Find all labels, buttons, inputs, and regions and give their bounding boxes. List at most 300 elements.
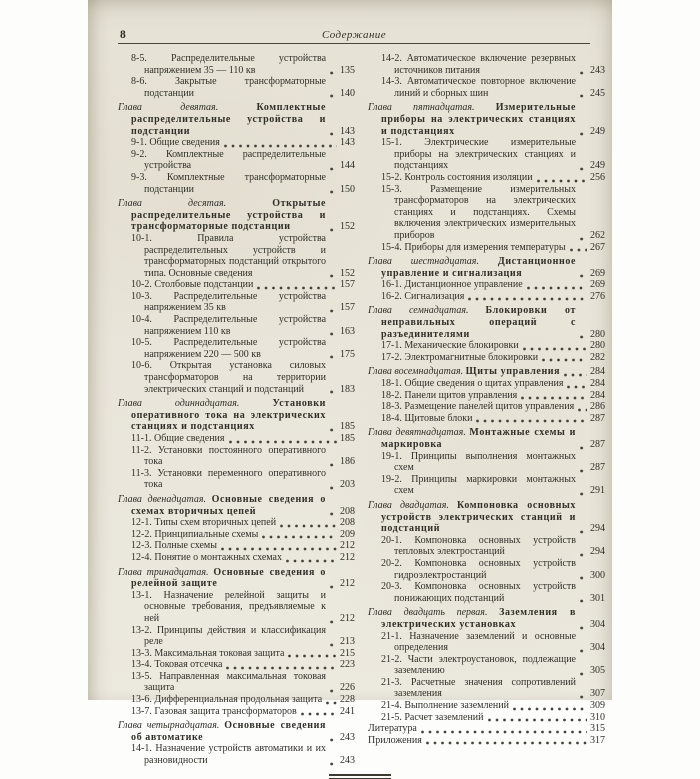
toc-entry bbox=[118, 102, 355, 137]
dot-leader bbox=[579, 162, 587, 172]
toc-entry-label bbox=[368, 631, 576, 654]
toc-entry-title: Принципы действия и классификация реле bbox=[144, 624, 326, 648]
toc-entry-label bbox=[118, 529, 258, 541]
toc-entry bbox=[368, 352, 605, 364]
toc-entry bbox=[118, 172, 355, 195]
toc-page-number: 223 bbox=[340, 659, 355, 671]
toc-entry-title: Панели щитов управления bbox=[404, 389, 518, 401]
toc-entry bbox=[118, 337, 355, 360]
toc-entry-number: 10-5. bbox=[131, 337, 152, 349]
dot-leader bbox=[579, 621, 587, 631]
chapter-title: Щиты управления bbox=[465, 366, 561, 378]
toc-entry-label bbox=[118, 360, 326, 395]
toc-entry bbox=[368, 451, 605, 474]
toc-entry-title: Сигнализация bbox=[404, 290, 465, 302]
toc-entry-number: 17-2. bbox=[381, 351, 402, 363]
toc-entry-number: 21-3. bbox=[381, 676, 402, 688]
dot-leader bbox=[569, 243, 587, 253]
toc-page-number: 262 bbox=[590, 229, 605, 241]
dot-leader bbox=[579, 667, 587, 677]
toc-entry-number: 9-3. bbox=[131, 171, 147, 183]
toc-entry bbox=[368, 279, 605, 291]
toc-page-number: 152 bbox=[340, 221, 355, 233]
toc-entry-number: 10-2. bbox=[131, 279, 152, 291]
toc-entry-title: Назначение релейной защиты и основные требования, предъявляемые к ней bbox=[144, 589, 326, 624]
toc-entry-label bbox=[118, 468, 326, 491]
chapter-title: Открытые распределительные устройства и трансформаторные подстанции bbox=[131, 198, 327, 233]
toc-entry-title: Принципиальные схемы bbox=[154, 528, 259, 540]
toc-entry-number: 21-2. bbox=[381, 653, 402, 665]
dot-leader bbox=[579, 464, 587, 474]
toc-page-number: 203 bbox=[340, 479, 355, 491]
toc-entry-label bbox=[368, 76, 576, 99]
toc-columns bbox=[118, 53, 605, 767]
dot-leader bbox=[536, 174, 587, 184]
dot-leader bbox=[329, 733, 337, 743]
dot-leader bbox=[329, 269, 337, 279]
toc-page-number: 150 bbox=[340, 183, 355, 195]
toc-entry-number: 19-1. bbox=[381, 450, 402, 462]
toc-page-number: 185 bbox=[340, 433, 355, 444]
toc-page-number: 315 bbox=[590, 723, 605, 735]
toc-entry-number: 19-2. bbox=[381, 473, 402, 485]
dot-leader bbox=[526, 281, 587, 291]
dot-leader bbox=[329, 580, 337, 590]
toc-entry-title: Части электроустановок, подлежащие заземлению bbox=[394, 653, 576, 677]
toc-entry bbox=[118, 149, 355, 172]
toc-entry-title: Приложения bbox=[368, 734, 422, 746]
dot-leader bbox=[520, 391, 587, 401]
chapter-prefix: Глава десятая. bbox=[118, 198, 227, 210]
toc-entry-label bbox=[368, 451, 576, 474]
toc-entry-number: 9-1. bbox=[131, 137, 147, 149]
dot-leader bbox=[225, 661, 337, 671]
toc-page-number: 305 bbox=[590, 665, 605, 677]
toc-entry-number: 13-6. bbox=[131, 694, 152, 706]
dot-leader bbox=[329, 223, 337, 233]
toc-entry bbox=[118, 552, 355, 564]
toc-entry-title: Механические блокировки bbox=[404, 340, 519, 352]
toc-entry-title: Направленная максимальная токовая защита bbox=[144, 670, 326, 694]
toc-entry-label bbox=[368, 558, 576, 581]
toc-page-number: 175 bbox=[340, 348, 355, 360]
dot-leader bbox=[522, 342, 587, 352]
toc-entry-label bbox=[118, 233, 326, 279]
toc-entry-title: Назначение устройств автоматики и их разновидности bbox=[144, 743, 326, 767]
toc-page-number: 212 bbox=[340, 612, 355, 624]
chapter-prefix: Глава одиннадцатая. bbox=[118, 398, 240, 410]
dot-leader bbox=[329, 162, 337, 172]
toc-entry-title: Размещение панелей щитов управления bbox=[404, 401, 575, 413]
toc-entry-title: Столбовые подстанции bbox=[154, 279, 254, 291]
dot-leader bbox=[329, 350, 337, 360]
toc-entry-label bbox=[368, 735, 422, 747]
toc-entry-title: Токовая отсечка bbox=[154, 659, 223, 671]
chapter-title: Основные сведения об автоматике bbox=[131, 720, 326, 743]
toc-page-number: 304 bbox=[590, 618, 605, 630]
toc-page-number: 276 bbox=[590, 290, 605, 302]
toc-entry-label bbox=[118, 149, 326, 172]
toc-entry-number: 18-2. bbox=[381, 389, 402, 401]
dot-leader bbox=[579, 127, 587, 137]
toc-entry-label bbox=[118, 552, 282, 564]
toc-entry bbox=[118, 198, 355, 233]
toc-page-number: 241 bbox=[340, 705, 355, 717]
toc-entry-title: Расчет заземлений bbox=[404, 711, 484, 723]
dot-leader bbox=[287, 649, 337, 659]
chapter-title: Основные сведения о схемах вторичных цепей bbox=[131, 493, 326, 517]
toc-entry-number: 12-3. bbox=[131, 540, 152, 552]
toc-page-number: 284 bbox=[590, 378, 605, 390]
toc-page-number: 284 bbox=[590, 366, 605, 378]
dot-leader bbox=[579, 594, 587, 604]
dot-leader bbox=[475, 414, 587, 424]
toc-entry-number: 20-1. bbox=[381, 534, 402, 546]
toc-entry-title: Распределительные устройства напряжением 35 — 110 кв bbox=[144, 53, 327, 76]
toc-entry bbox=[368, 700, 605, 712]
toc-entry-label bbox=[118, 648, 284, 660]
toc-entry-label bbox=[118, 671, 326, 694]
toc-entry-label bbox=[368, 279, 523, 291]
toc-entry-title: Приборы для измерения температуры bbox=[404, 241, 566, 253]
toc-entry-title: Понятие о монтажных схемах bbox=[154, 551, 282, 563]
toc-entry bbox=[368, 413, 605, 425]
toc-page-number: 152 bbox=[340, 267, 355, 279]
chapter-prefix: Глава четырнадцатая. bbox=[118, 720, 220, 732]
toc-page-number: 280 bbox=[590, 328, 605, 340]
toc-entry-number: 16-1. bbox=[381, 279, 402, 291]
dot-leader bbox=[577, 403, 587, 413]
toc-entry-number: 10-6. bbox=[131, 360, 152, 372]
toc-entry bbox=[368, 172, 605, 184]
dot-leader bbox=[579, 66, 587, 76]
running-title: Содержание bbox=[321, 29, 386, 41]
toc-entry-title: Максимальная токовая защита bbox=[154, 647, 285, 659]
dot-leader bbox=[329, 615, 337, 625]
dot-leader bbox=[228, 435, 337, 445]
dot-leader bbox=[279, 519, 337, 529]
toc-entry-label bbox=[368, 172, 533, 184]
toc-entry-number: 10-4. bbox=[131, 314, 152, 326]
dot-leader bbox=[329, 423, 337, 433]
toc-page-number: 135 bbox=[340, 64, 355, 76]
toc-entry-label bbox=[118, 398, 326, 433]
toc-entry-label bbox=[118, 625, 326, 648]
toc-entry-label bbox=[118, 314, 326, 337]
toc-entry bbox=[368, 242, 605, 254]
toc-page-number: 186 bbox=[340, 456, 355, 468]
toc-entry bbox=[368, 137, 605, 172]
toc-entry-number: 14-3. bbox=[381, 76, 402, 88]
dot-leader bbox=[256, 281, 337, 291]
toc-entry-number: 15-3. bbox=[381, 183, 402, 195]
dot-leader bbox=[329, 684, 337, 694]
dot-leader bbox=[579, 571, 587, 581]
toc-page-number: 212 bbox=[340, 551, 355, 563]
toc-entry-title: Расчетные значения сопротивлений заземления bbox=[394, 676, 576, 700]
chapter-prefix: Глава девятнадцатая. bbox=[368, 427, 466, 439]
dot-leader bbox=[579, 525, 587, 535]
toc-entry-label bbox=[118, 102, 326, 137]
toc-entry bbox=[118, 53, 355, 76]
toc-entry-number: 14-1. bbox=[131, 743, 152, 755]
toc-entry-title: Контроль состояния изоляции bbox=[404, 171, 533, 183]
toc-entry bbox=[368, 723, 605, 735]
chapter-prefix: Глава двенадцатая. bbox=[118, 493, 207, 505]
toc-entry bbox=[368, 735, 605, 747]
toc-entry-label bbox=[118, 433, 225, 445]
toc-entry bbox=[118, 314, 355, 337]
toc-entry-label bbox=[118, 279, 253, 291]
toc-page-number: 212 bbox=[340, 578, 355, 590]
toc-entry bbox=[118, 625, 355, 648]
dot-leader bbox=[566, 380, 587, 390]
toc-page-number: 243 bbox=[590, 64, 605, 76]
toc-entry-label bbox=[368, 390, 517, 402]
toc-entry-label bbox=[118, 337, 326, 360]
dot-leader bbox=[329, 481, 337, 491]
toc-entry-number: 12-4. bbox=[131, 551, 152, 563]
toc-column-left bbox=[118, 53, 355, 767]
toc-entry-title: Распределительные устройства напряжением 110 кв bbox=[144, 314, 327, 337]
toc-entry bbox=[368, 607, 605, 630]
toc-entry bbox=[118, 706, 355, 718]
toc-entry-number: 18-1. bbox=[381, 378, 402, 390]
toc-page-number: 143 bbox=[340, 125, 355, 137]
toc-entry bbox=[368, 340, 605, 352]
toc-entry-number: 13-4. bbox=[131, 659, 152, 671]
toc-entry-title: Дифференциальная продольная защита bbox=[154, 694, 323, 706]
toc-entry bbox=[368, 712, 605, 724]
toc-entry-title: Установки постоянного оперативного тока bbox=[144, 444, 327, 468]
toc-entry-title: Щитовые блоки bbox=[404, 412, 473, 424]
dot-leader bbox=[425, 736, 587, 746]
toc-entry-title: Распределительные устройства напряжением 35 кв bbox=[144, 290, 327, 314]
chapter-prefix: Глава шестнадцатая. bbox=[368, 256, 479, 268]
toc-column-right bbox=[368, 53, 605, 767]
chapter-title: Дистанционное управление и сигнализация bbox=[381, 256, 577, 279]
dot-leader bbox=[579, 548, 587, 558]
toc-entry-number: 9-2. bbox=[131, 148, 147, 160]
toc-entry bbox=[368, 291, 605, 303]
toc-entry bbox=[368, 53, 605, 76]
toc-page-number: 294 bbox=[590, 523, 605, 535]
toc-entry-title: Принципы выполнения монтажных схем bbox=[394, 450, 577, 474]
dot-leader bbox=[220, 542, 337, 552]
toc-entry bbox=[368, 401, 605, 413]
toc-entry-label bbox=[368, 607, 576, 630]
toc-page-number: 286 bbox=[590, 401, 605, 413]
toc-page-number: 267 bbox=[590, 241, 605, 253]
toc-entry-label bbox=[368, 474, 576, 497]
dot-leader bbox=[579, 330, 587, 340]
toc-page-number: 284 bbox=[590, 389, 605, 401]
toc-entry-title: Типы схем вторичных цепей bbox=[154, 517, 277, 529]
toc-entry-label bbox=[368, 401, 574, 413]
toc-entry-label bbox=[368, 581, 576, 604]
toc-entry bbox=[368, 184, 605, 242]
dot-leader bbox=[579, 232, 587, 242]
toc-entry-label bbox=[368, 712, 484, 724]
toc-entry-number: 12-1. bbox=[131, 517, 152, 529]
toc-entry-number: 21-5. bbox=[381, 711, 402, 723]
toc-entry bbox=[368, 500, 605, 535]
toc-page-number: 208 bbox=[340, 505, 355, 517]
toc-entry bbox=[118, 743, 355, 766]
toc-entry-number: 18-3. bbox=[381, 401, 402, 413]
dot-leader bbox=[329, 304, 337, 314]
toc-entry-number: 15-4. bbox=[381, 241, 402, 253]
toc-page-number: 157 bbox=[340, 279, 355, 291]
dot-leader bbox=[563, 368, 587, 378]
toc-page-number: 291 bbox=[590, 485, 605, 497]
dot-leader bbox=[329, 327, 337, 337]
toc-page-number: 294 bbox=[590, 546, 605, 558]
toc-page-number: 245 bbox=[590, 87, 605, 99]
toc-entry-label bbox=[118, 590, 326, 625]
toc-entry bbox=[118, 648, 355, 660]
toc-entry-title: Автоматическое включение резервных источников питания bbox=[394, 53, 577, 76]
toc-page-number: 287 bbox=[590, 412, 605, 424]
toc-entry-label bbox=[118, 706, 297, 718]
toc-entry-label bbox=[368, 677, 576, 700]
dot-leader bbox=[467, 292, 587, 302]
toc-page-number: 215 bbox=[340, 647, 355, 659]
toc-entry bbox=[118, 360, 355, 395]
toc-page-number: 307 bbox=[590, 688, 605, 700]
dot-leader bbox=[285, 554, 337, 564]
toc-page-number: 212 bbox=[340, 540, 355, 552]
toc-entry bbox=[118, 279, 355, 291]
toc-entry-label bbox=[118, 517, 276, 529]
page-number: 8 bbox=[120, 29, 126, 41]
toc-entry-label bbox=[368, 723, 417, 735]
toc-entry-label bbox=[368, 427, 576, 450]
toc-entry-number: 14-2. bbox=[381, 53, 402, 64]
dot-leader bbox=[329, 458, 337, 468]
dot-leader bbox=[329, 185, 337, 195]
dot-leader bbox=[329, 638, 337, 648]
toc-entry bbox=[368, 366, 605, 378]
toc-entry bbox=[368, 102, 605, 137]
toc-entry-title: Литература bbox=[368, 723, 417, 735]
toc-entry bbox=[368, 256, 605, 279]
toc-entry-title: Газовая защита трансформаторов bbox=[154, 705, 297, 717]
toc-entry-label bbox=[118, 743, 326, 766]
dot-leader bbox=[579, 269, 587, 279]
toc-entry-number: 13-3. bbox=[131, 647, 152, 659]
chapter-prefix: Глава двадцать первая. bbox=[368, 607, 488, 619]
toc-entry-title: Полные схемы bbox=[154, 540, 217, 552]
toc-page-number: 249 bbox=[590, 125, 605, 137]
toc-page-number: 269 bbox=[590, 267, 605, 279]
toc-page-number: 157 bbox=[340, 302, 355, 314]
toc-page-number: 144 bbox=[340, 160, 355, 172]
chapter-prefix: Глава двадцатая. bbox=[368, 499, 449, 511]
toc-entry bbox=[368, 474, 605, 497]
toc-entry bbox=[118, 529, 355, 541]
chapter-prefix: Глава тринадцатая. bbox=[118, 566, 209, 578]
toc-page-number: 183 bbox=[340, 383, 355, 395]
toc-entry bbox=[118, 233, 355, 279]
toc-entry-number: 13-1. bbox=[131, 589, 152, 601]
chapter-prefix: Глава девятая. bbox=[118, 102, 219, 114]
dot-leader bbox=[329, 127, 337, 137]
toc-entry-title: Дистанционное управление bbox=[404, 279, 523, 291]
page-header bbox=[118, 27, 590, 44]
end-of-book-rule bbox=[329, 774, 391, 779]
toc-entry-number: 11-3. bbox=[131, 467, 152, 479]
toc-entry-title: Размещение измерительных трансформаторов на электрических станциях и подстанциях. Схемы включения электрических измерительных приборов bbox=[394, 183, 576, 241]
toc-entry-number: 13-5. bbox=[131, 670, 152, 682]
toc-page-number: 304 bbox=[590, 642, 605, 654]
dot-leader bbox=[300, 707, 337, 717]
toc-entry-label bbox=[368, 500, 576, 535]
dot-leader bbox=[329, 757, 337, 767]
toc-entry-label bbox=[118, 659, 222, 671]
toc-entry-number: 10-3. bbox=[131, 290, 152, 302]
toc-entry-label bbox=[368, 102, 576, 137]
toc-entry-title: Выполнение заземлений bbox=[404, 700, 509, 712]
toc-page-number: 300 bbox=[590, 569, 605, 581]
dot-leader bbox=[329, 66, 337, 76]
toc-entry-label bbox=[368, 256, 576, 279]
toc-entry-title: Электромагнитные блокировки bbox=[404, 351, 539, 363]
chapter-prefix: Глава семнадцатая. bbox=[368, 305, 469, 317]
toc-entry bbox=[118, 720, 355, 743]
toc-entry-label bbox=[118, 198, 326, 233]
toc-entry bbox=[368, 654, 605, 677]
toc-page-number: 243 bbox=[340, 755, 355, 767]
dot-leader bbox=[579, 441, 587, 451]
toc-entry bbox=[368, 390, 605, 402]
toc-entry-title: Компоновка основных устройств понижающих подстанций bbox=[394, 581, 576, 604]
toc-entry bbox=[368, 305, 605, 340]
toc-page-number: 226 bbox=[340, 682, 355, 694]
toc-page-number: 282 bbox=[590, 351, 605, 363]
toc-page-number: 143 bbox=[340, 137, 355, 149]
toc-entry-title: Общие сведения о щитах управления bbox=[404, 378, 564, 390]
toc-page-number: 243 bbox=[340, 731, 355, 743]
toc-page-number: 256 bbox=[590, 171, 605, 183]
toc-entry bbox=[118, 494, 355, 517]
toc-entry bbox=[368, 677, 605, 700]
toc-entry-label bbox=[368, 53, 576, 76]
toc-entry-title: Общие сведения bbox=[149, 137, 220, 149]
toc-entry-label bbox=[368, 137, 576, 172]
chapter-title: Компоновка основных устройств электрических станций и подстанций bbox=[381, 499, 576, 535]
dot-leader bbox=[579, 690, 587, 700]
toc-page-number: 213 bbox=[340, 636, 355, 648]
dot-leader bbox=[329, 507, 337, 517]
dot-leader bbox=[329, 385, 337, 395]
toc-page-number: 163 bbox=[340, 325, 355, 337]
book-page bbox=[88, 0, 612, 767]
toc-entry-label bbox=[368, 700, 509, 712]
toc-page-number: 208 bbox=[340, 517, 355, 529]
toc-page-number: 185 bbox=[340, 421, 355, 433]
toc-entry-title: Общие сведения bbox=[153, 433, 225, 444]
chapter-title: Измерительные приборы на электрических станциях и подстанциях bbox=[381, 102, 576, 137]
toc-entry-title: Компоновка основных устройств тепловых электростанций bbox=[394, 534, 576, 558]
toc-page-number: 140 bbox=[340, 87, 355, 99]
dot-leader bbox=[261, 530, 337, 540]
toc-entry-label bbox=[118, 172, 326, 195]
toc-entry-label bbox=[118, 137, 220, 149]
toc-entry bbox=[368, 427, 605, 450]
toc-entry-label bbox=[368, 378, 563, 390]
toc-page-number: 287 bbox=[590, 462, 605, 474]
